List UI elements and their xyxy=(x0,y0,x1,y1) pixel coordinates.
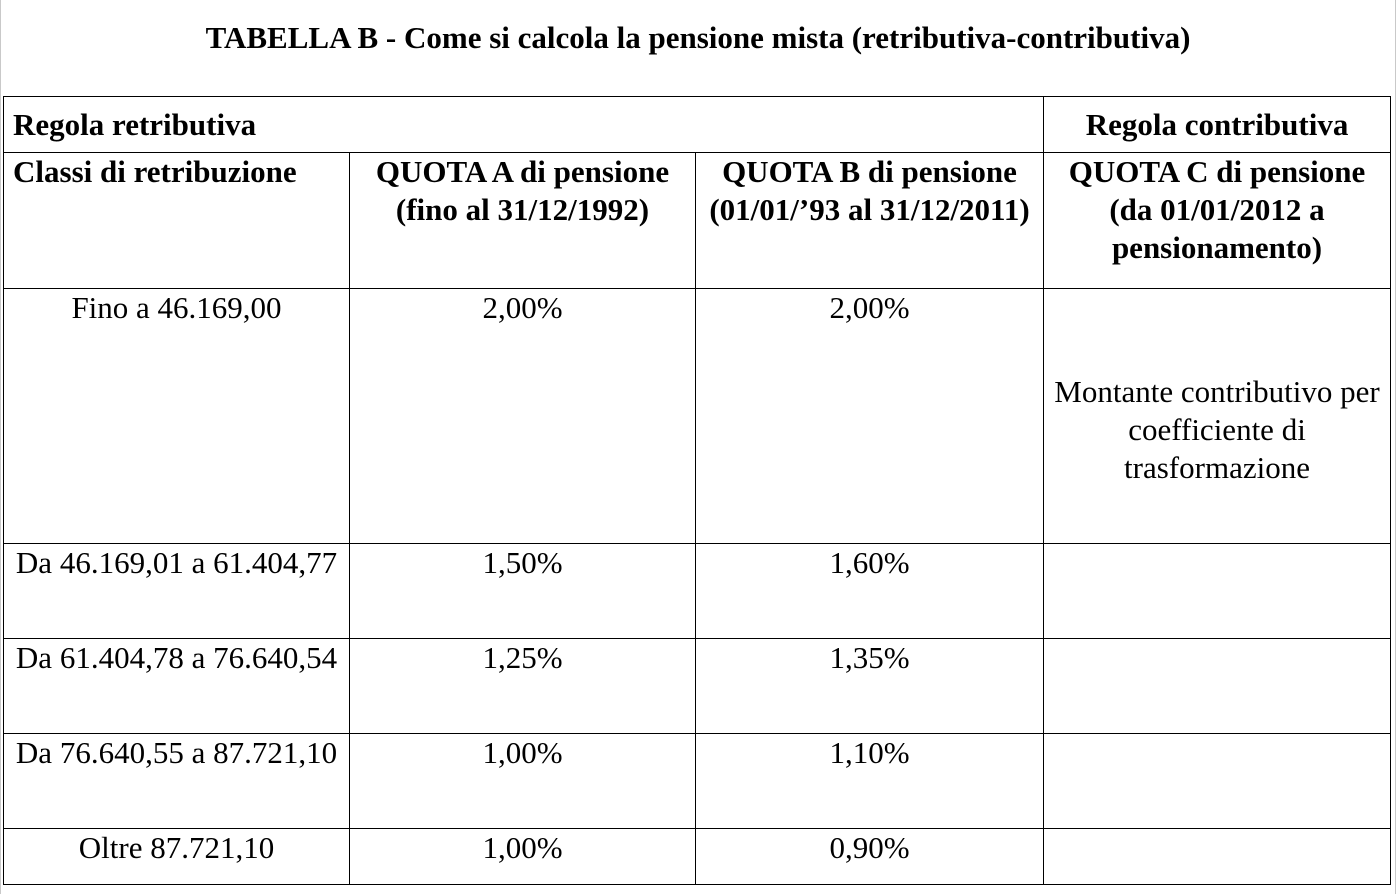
cell-quota-b: 1,60% xyxy=(696,544,1044,639)
cell-quota-c: Montante contributivo per coefficiente di trasformazione xyxy=(1044,289,1391,544)
cell-quota-a: 1,25% xyxy=(350,639,696,734)
cell-quota-a: 2,00% xyxy=(350,289,696,544)
table-row xyxy=(4,289,1391,544)
cell-quota-c-empty xyxy=(1044,829,1391,885)
column-header-quota-b: QUOTA B di pensione (01/01/’93 al 31/12/2011) xyxy=(696,153,1044,289)
cell-classe: Fino a 46.169,00 xyxy=(4,289,350,544)
column-header-classi: Classi di retribuzione xyxy=(4,153,350,289)
cell-quota-a: 1,00% xyxy=(350,734,696,829)
table-title: TABELLA B - Come si calcola la pensione mista (retributiva-contributiva) xyxy=(205,20,1191,55)
pension-table xyxy=(3,96,1391,885)
cell-quota-a: 1,00% xyxy=(350,829,696,885)
header-retributiva: Regola retributiva xyxy=(4,97,1044,153)
cell-quota-b: 1,10% xyxy=(696,734,1044,829)
cell-classe: Da 76.640,55 a 87.721,10 xyxy=(4,734,350,829)
cell-quota-a: 1,50% xyxy=(350,544,696,639)
cell-quota-b: 2,00% xyxy=(696,289,1044,544)
cell-classe: Da 46.169,01 a 61.404,77 xyxy=(4,544,350,639)
cell-quota-b: 0,90% xyxy=(696,829,1044,885)
cell-quota-b: 1,35% xyxy=(696,639,1044,734)
column-header-row xyxy=(4,153,1391,289)
cell-classe: Oltre 87.721,10 xyxy=(4,829,350,885)
table-row xyxy=(4,829,1391,885)
cell-quota-c-empty xyxy=(1044,639,1391,734)
cell-quota-c-empty xyxy=(1044,544,1391,639)
table-row xyxy=(4,639,1391,734)
rule-header-row xyxy=(4,97,1391,153)
table-row xyxy=(4,544,1391,639)
cell-classe: Da 61.404,78 a 76.640,54 xyxy=(4,639,350,734)
header-contributiva: Regola contributiva xyxy=(1044,97,1391,153)
cell-quota-c-empty xyxy=(1044,734,1391,829)
column-header-quota-a: QUOTA A di pensione (fino al 31/12/1992) xyxy=(350,153,696,289)
column-header-quota-c: QUOTA C di pensione (da 01/01/2012 a pensionamento) xyxy=(1044,153,1391,289)
table-row xyxy=(4,734,1391,829)
